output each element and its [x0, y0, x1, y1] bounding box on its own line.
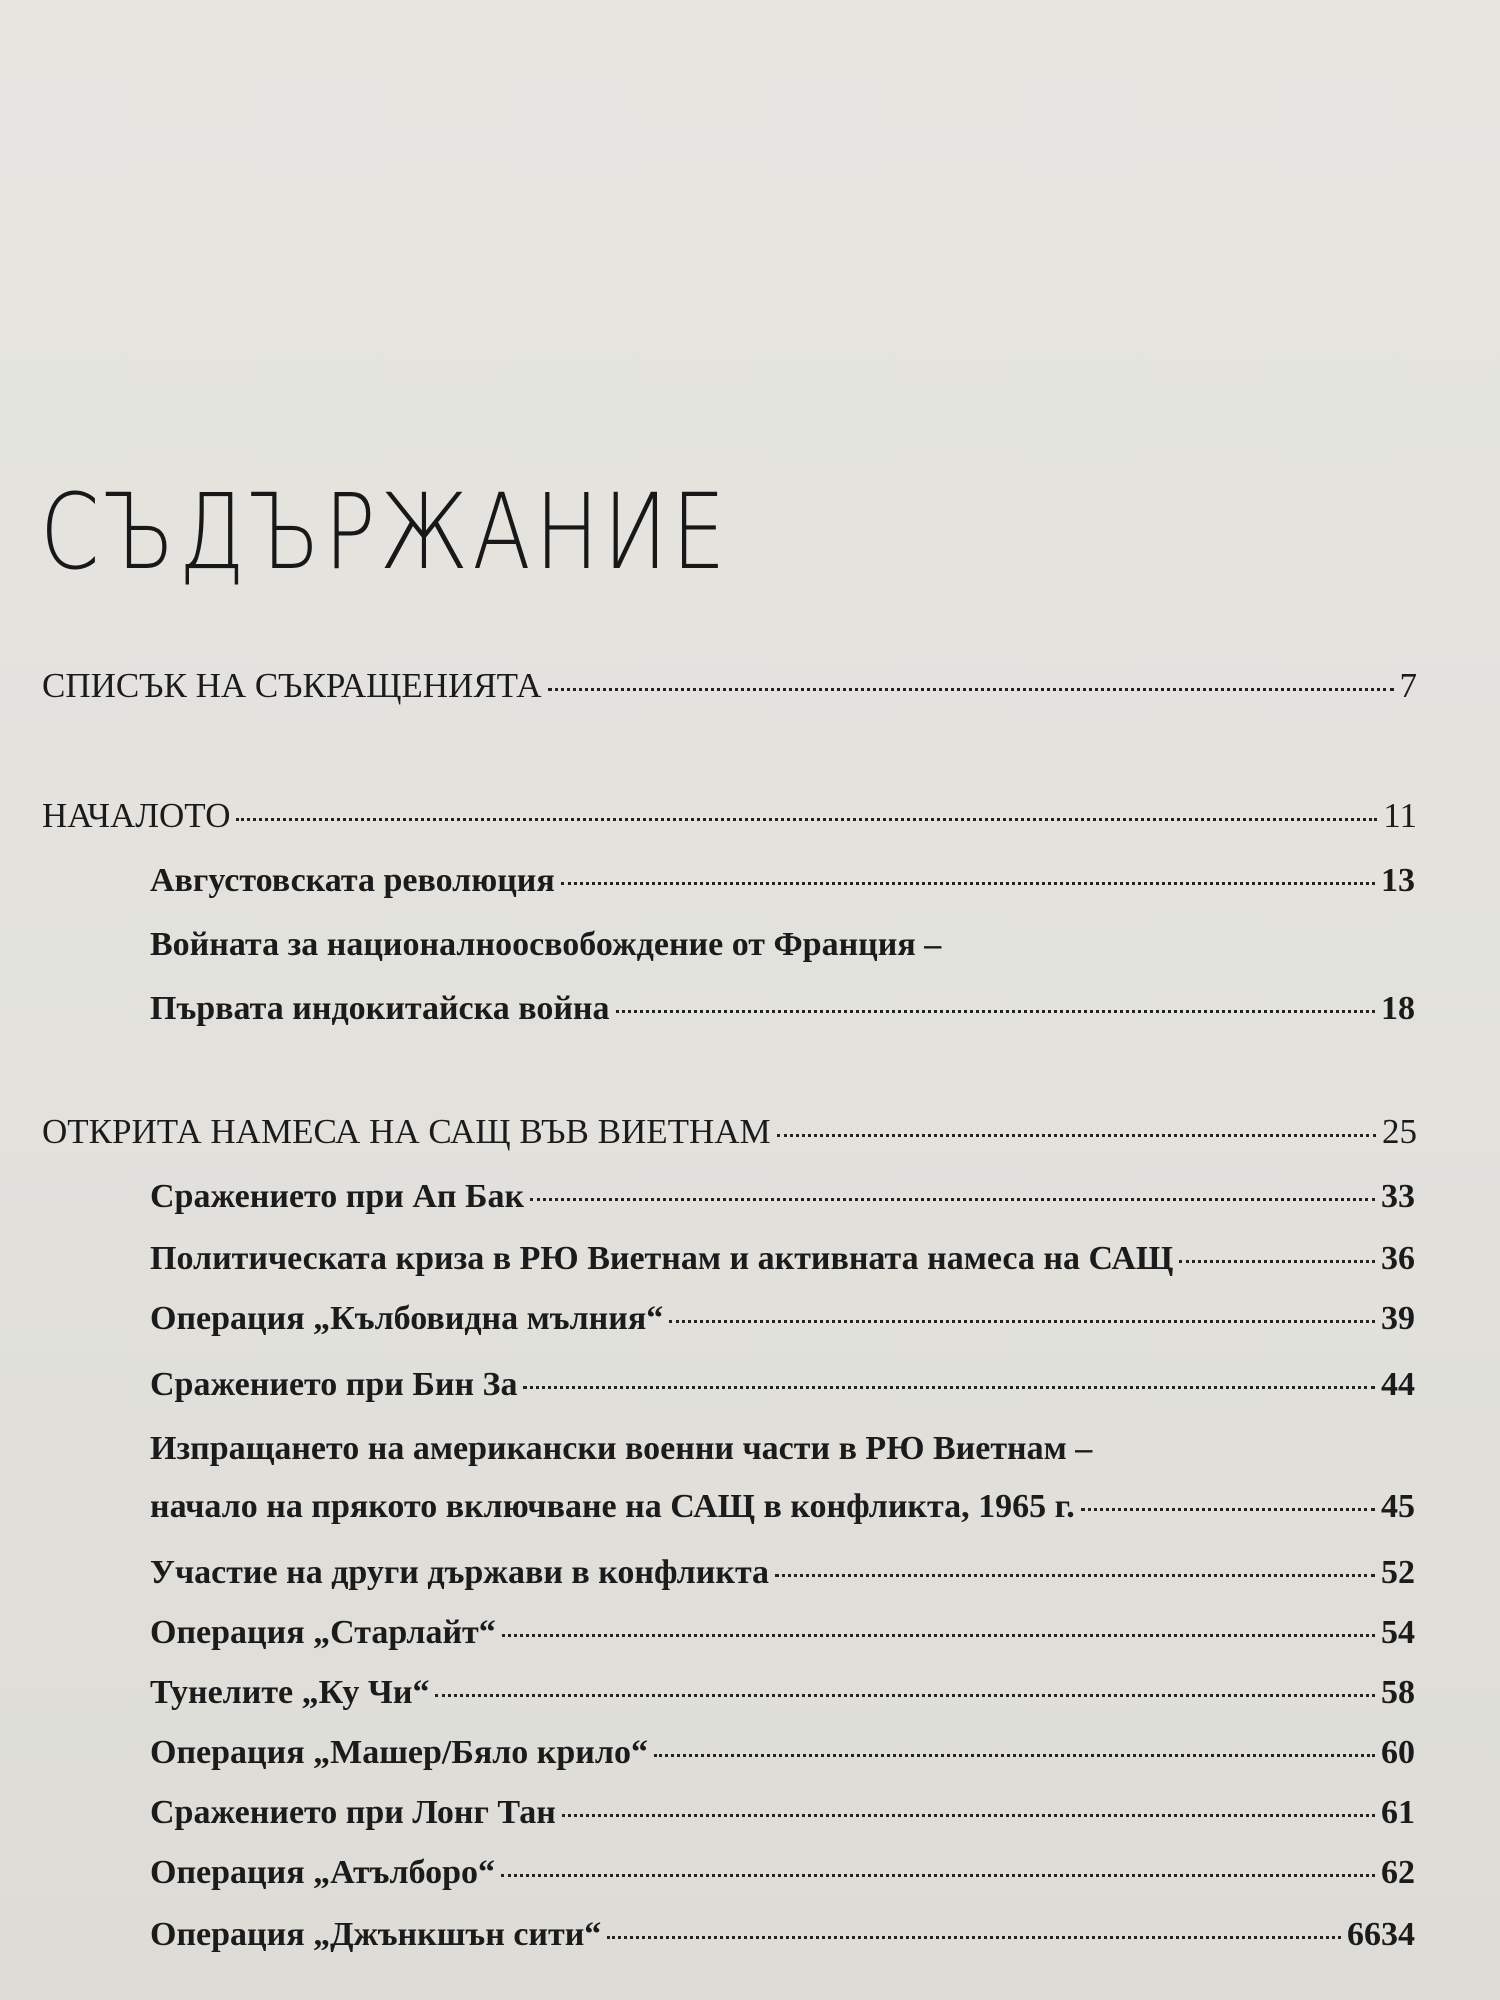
toc-entry-page: 58	[1381, 1674, 1415, 1711]
toc-entry-page: 18	[1381, 990, 1415, 1027]
toc-entry	[150, 1368, 1415, 1402]
dot-leader	[775, 1574, 1375, 1577]
toc-entry	[150, 1676, 1415, 1710]
toc-entry-page: 61	[1381, 1794, 1415, 1831]
toc-entry-title: начало на прякото включване на САЩ в конфликта, 1965 г.	[150, 1488, 1075, 1525]
toc-entry-page: 11	[1383, 796, 1417, 835]
toc-entry	[150, 1242, 1415, 1276]
toc-entry	[150, 1736, 1415, 1770]
dot-leader	[654, 1754, 1375, 1757]
toc-entry-title: Първата индокитайска война	[150, 990, 610, 1027]
dot-leader	[502, 1634, 1375, 1637]
toc-entry	[150, 1180, 1415, 1214]
toc-entry-title: Операция „Джънкшън сити“	[150, 1916, 602, 1953]
toc-entry-title: ОТКРИТА НАМЕСА НА САЩ ВЪВ ВИЕТНАМ	[42, 1112, 771, 1151]
toc-entry	[150, 1432, 1415, 1466]
toc-entry-page: 45	[1381, 1488, 1415, 1525]
dot-leader	[435, 1694, 1375, 1697]
toc-entry	[150, 992, 1415, 1026]
dot-leader	[1081, 1508, 1375, 1511]
toc-entry-title: Сражението при Лонг Тан	[150, 1794, 556, 1831]
toc-entry	[150, 1918, 1415, 1952]
toc-entry	[150, 1856, 1415, 1890]
toc-entry-title: Сражението при Ап Бак	[150, 1178, 525, 1215]
dot-leader	[523, 1386, 1375, 1389]
toc-entry	[150, 928, 1415, 962]
toc-entry-page: 7	[1399, 666, 1417, 705]
toc-entry-title: Политическата криза в РЮ Виетнам и активната намеса на САЩ	[150, 1240, 1174, 1277]
toc-entry	[150, 864, 1415, 898]
toc-entry	[42, 668, 1417, 703]
toc-entry-title: Сражението при Бин За	[150, 1366, 518, 1403]
dot-leader	[548, 688, 1394, 691]
toc-entry-title: Операция „Атълборо“	[150, 1854, 496, 1891]
dot-leader	[530, 1198, 1375, 1201]
page-title: СЪДЪРЖАНИЕ	[40, 471, 730, 593]
toc-entry	[42, 1114, 1417, 1149]
toc-entry-page: 39	[1381, 1300, 1415, 1337]
toc-entry-page: 6634	[1347, 1916, 1415, 1953]
toc-entry-title: Операция „Машер/Бяло крило“	[150, 1734, 648, 1771]
toc-entry-title: Операция „Старлайт“	[150, 1614, 496, 1651]
dot-leader	[616, 1010, 1375, 1013]
toc-entry-title: Тунелите „Ку Чи“	[150, 1674, 430, 1711]
dot-leader	[607, 1936, 1341, 1939]
toc-entry	[42, 798, 1417, 833]
toc-entry-page: 54	[1381, 1614, 1415, 1651]
dot-leader	[777, 1134, 1376, 1137]
dot-leader	[236, 818, 1377, 821]
dot-leader	[669, 1320, 1375, 1323]
dot-leader	[1179, 1260, 1375, 1263]
toc-entry	[150, 1796, 1415, 1830]
toc-entry	[150, 1616, 1415, 1650]
dot-leader	[562, 1814, 1375, 1817]
toc-entry-page: 25	[1382, 1112, 1417, 1151]
toc-entry	[150, 1490, 1415, 1524]
toc-entry-title: СПИСЪК НА СЪКРАЩЕНИЯТА	[42, 666, 542, 705]
toc-entry-page: 13	[1381, 862, 1415, 899]
toc-entry-page: 44	[1381, 1366, 1415, 1403]
dot-leader	[561, 882, 1375, 885]
toc-entry-title: Операция „Кълбовидна мълния“	[150, 1300, 664, 1337]
toc-entry	[150, 1556, 1415, 1590]
toc-entry-page: 62	[1381, 1854, 1415, 1891]
toc-entry-page: 33	[1381, 1178, 1415, 1215]
toc-entry-title: Августовската революция	[150, 862, 555, 899]
toc-entry-title: Изпращането на американски военни части в РЮ Виетнам –	[150, 1430, 1093, 1467]
toc-entry	[150, 1302, 1415, 1336]
toc-entry-title: НАЧАЛОТО	[42, 796, 231, 835]
toc-entry-page: 36	[1381, 1240, 1415, 1277]
toc-entry-page: 60	[1381, 1734, 1415, 1771]
toc-entry-page: 52	[1381, 1554, 1415, 1591]
toc-entry-title: Войната за националноосвобождение от Франция –	[150, 926, 942, 963]
toc-entry-title: Участие на други държави в конфликта	[150, 1554, 770, 1591]
dot-leader	[501, 1874, 1375, 1877]
